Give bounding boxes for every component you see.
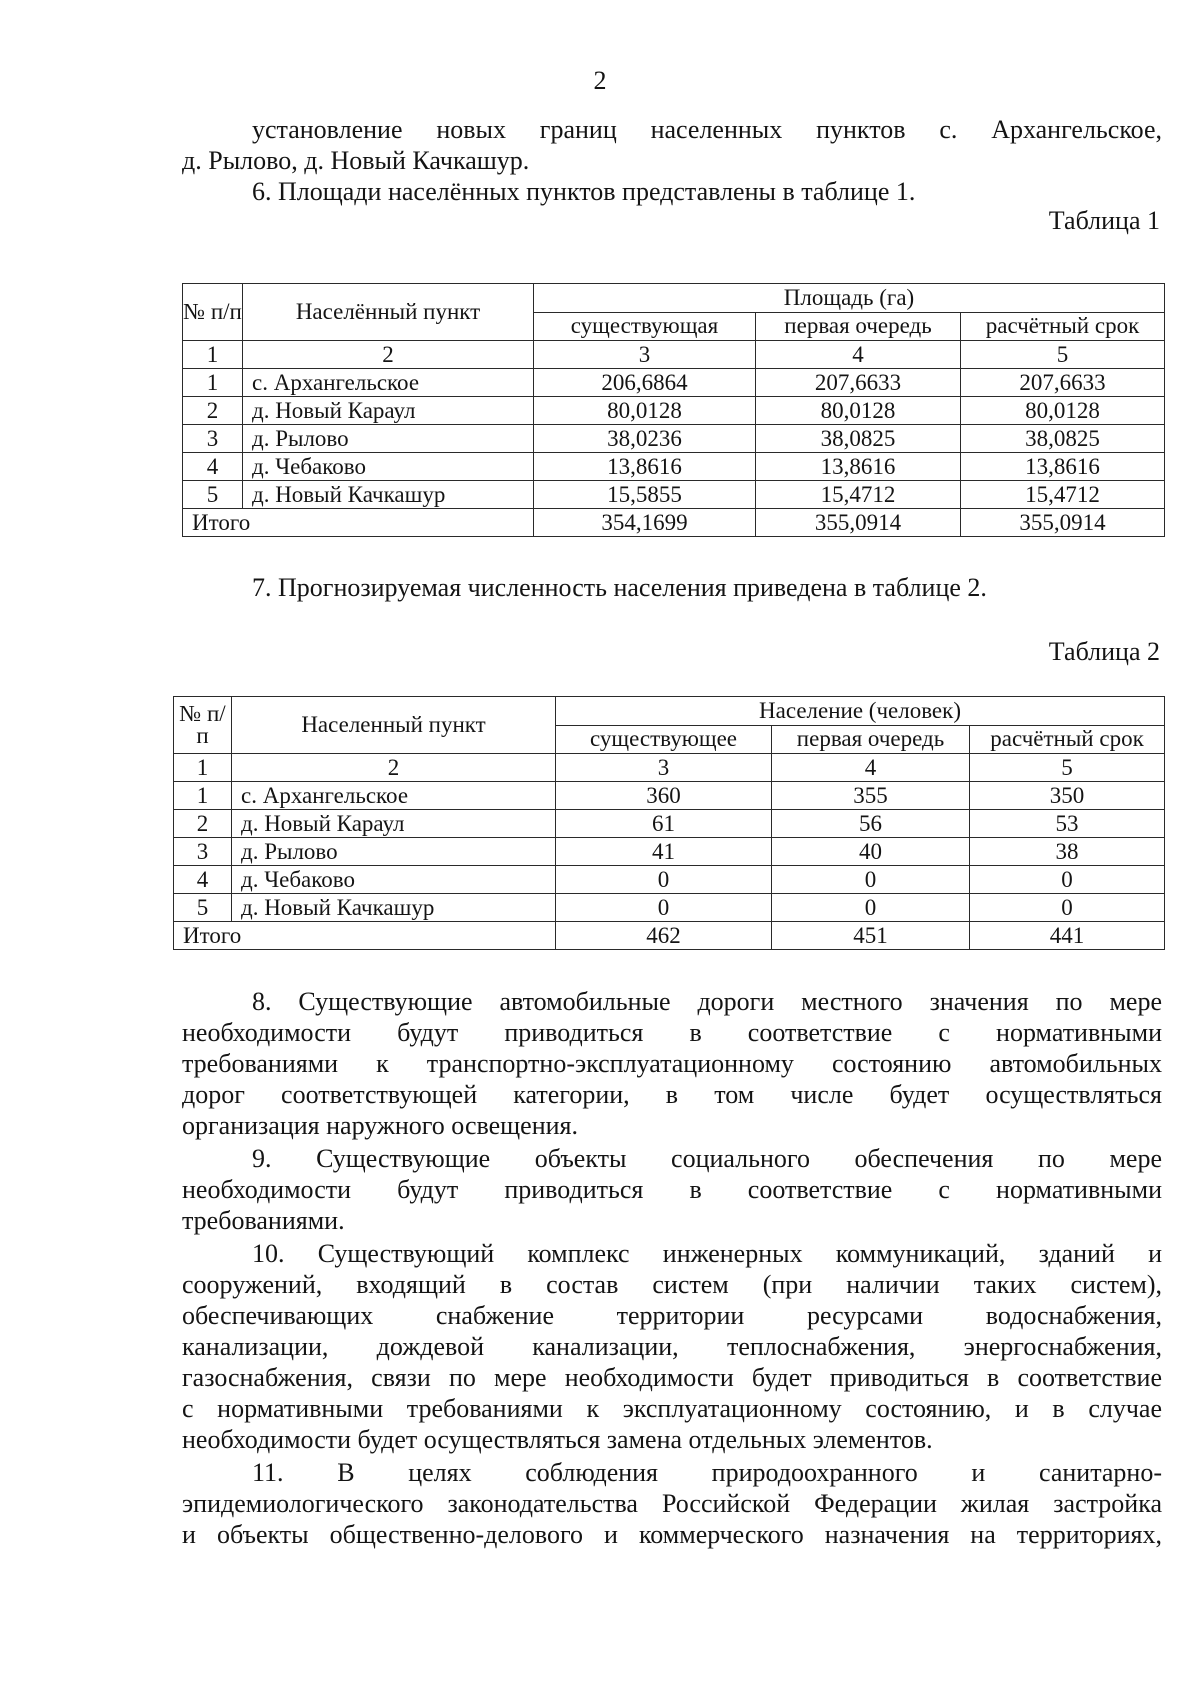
settlement-name: д. Чебаково	[232, 866, 556, 894]
t2-header-group: Население (человек)	[556, 697, 1165, 726]
table-row	[174, 894, 1165, 922]
row-number: 5	[174, 894, 232, 922]
row-number: 4	[183, 453, 243, 481]
settlement-name: д. Новый Караул	[243, 397, 534, 425]
settlement-name: д. Новый Качкашур	[243, 481, 534, 509]
t2-index-cell: 3	[556, 754, 772, 782]
para-10-line-5: газоснабжения, связи по мере необходимости будет приводиться в соответствие	[182, 1363, 1162, 1392]
row-number: 4	[174, 866, 232, 894]
settlement-name: д. Новый Караул	[232, 810, 556, 838]
t2-index-cell: 2	[232, 754, 556, 782]
t1-header-col-c: расчётный срок	[961, 312, 1165, 341]
value-existing: 41	[556, 838, 772, 866]
para-9-line-3: требованиями.	[182, 1206, 345, 1235]
value-final: 13,8616	[961, 453, 1165, 481]
value-existing: 0	[556, 866, 772, 894]
t1-header-col-a: существующая	[534, 312, 756, 341]
value-final: 38,0825	[961, 425, 1165, 453]
para-8-line-2: необходимости будут приводиться в соответствие с нормативными	[182, 1018, 1162, 1047]
t2-header-col-c: расчётный срок	[970, 725, 1165, 754]
table-row	[183, 425, 1165, 453]
value-first-stage: 0	[772, 894, 970, 922]
t2-index-row	[174, 754, 1165, 782]
t1-header-num: № п/п	[183, 284, 243, 341]
value-final: 53	[970, 810, 1165, 838]
para-10-line-7: необходимости будет осуществляться замена отдельных элементов.	[182, 1425, 933, 1454]
settlement-name: с. Архангельское	[232, 782, 556, 810]
t2-index-cell: 5	[970, 754, 1165, 782]
row-number: 3	[174, 838, 232, 866]
t2-index-cell: 4	[772, 754, 970, 782]
value-existing: 360	[556, 782, 772, 810]
total-label: Итого	[183, 509, 534, 537]
settlement-name: с. Архангельское	[243, 369, 534, 397]
t2-header-name: Населенный пункт	[232, 697, 556, 754]
total-label: Итого	[174, 922, 556, 950]
table-2-caption: Таблица 2	[1048, 637, 1160, 666]
intro-text-1: установление новых границ населенных пунктов с. Архангельское,	[252, 115, 1162, 144]
section-6-heading: 6. Площади населённых пунктов представлены в таблице 1.	[252, 177, 916, 206]
row-number: 2	[183, 397, 243, 425]
para-10-line-2: сооружений, входящий в состав систем (при наличии таких систем),	[182, 1270, 1162, 1299]
t1-index-cell: 5	[961, 341, 1165, 369]
value-final: 80,0128	[961, 397, 1165, 425]
table-row	[183, 369, 1165, 397]
value-existing: 206,6864	[534, 369, 756, 397]
value-first-stage: 207,6633	[756, 369, 961, 397]
t1-header-name: Населённый пункт	[243, 284, 534, 341]
t1-index-cell: 3	[534, 341, 756, 369]
value-first-stage: 40	[772, 838, 970, 866]
total-first-stage: 451	[772, 922, 970, 950]
table-total-row	[174, 922, 1165, 950]
t1-header-col-b: первая очередь	[756, 312, 961, 341]
para-8-line-3: требованиями к транспортно-эксплуатационному состоянию автомобильных	[182, 1049, 1162, 1078]
row-number: 2	[174, 810, 232, 838]
value-final: 350	[970, 782, 1165, 810]
para-11-line-1: 11. В целях соблюдения природоохранного и санитарно-	[252, 1458, 1162, 1487]
value-first-stage: 38,0825	[756, 425, 961, 453]
table-row	[183, 397, 1165, 425]
table-1-caption: Таблица 1	[1048, 206, 1160, 235]
settlement-name: д. Новый Качкашур	[232, 894, 556, 922]
t2-header-num: № п/п	[174, 697, 232, 754]
t1-index-cell: 1	[183, 341, 243, 369]
row-number: 3	[183, 425, 243, 453]
settlement-name: д. Рылово	[243, 425, 534, 453]
total-existing: 354,1699	[534, 509, 756, 537]
value-final: 38	[970, 838, 1165, 866]
value-first-stage: 80,0128	[756, 397, 961, 425]
para-10-line-4: канализации, дождевой канализации, теплоснабжения, энергоснабжения,	[182, 1332, 1162, 1361]
t2-index-cell: 1	[174, 754, 232, 782]
value-existing: 15,5855	[534, 481, 756, 509]
page-number: 2	[593, 66, 607, 95]
table-row	[174, 866, 1165, 894]
table-row	[183, 481, 1165, 509]
value-existing: 0	[556, 894, 772, 922]
table-1	[182, 283, 1165, 537]
value-final: 0	[970, 894, 1165, 922]
t1-index-row	[183, 341, 1165, 369]
value-first-stage: 56	[772, 810, 970, 838]
table-row	[174, 810, 1165, 838]
value-existing: 38,0236	[534, 425, 756, 453]
t1-index-cell: 2	[243, 341, 534, 369]
value-existing: 61	[556, 810, 772, 838]
t1-header-group: Площадь (га)	[534, 284, 1165, 313]
para-8-line-4: дорог соответствующей категории, в том числе будет осуществляться	[182, 1080, 1162, 1109]
section-7-heading: 7. Прогнозируемая численность населения приведена в таблице 2.	[252, 573, 987, 602]
settlement-name: д. Рылово	[232, 838, 556, 866]
t2-header-col-b: первая очередь	[772, 725, 970, 754]
table-row	[183, 453, 1165, 481]
para-11-line-2: эпидемиологического законодательства Российской Федерации жилая застройка	[182, 1489, 1162, 1518]
value-first-stage: 355	[772, 782, 970, 810]
table-total-row	[183, 509, 1165, 537]
settlement-name: д. Чебаково	[243, 453, 534, 481]
para-8-line-1: 8. Существующие автомобильные дороги местного значения по мере	[252, 987, 1162, 1016]
para-8-line-5: организация наружного освещения.	[182, 1111, 578, 1140]
para-9-line-1: 9. Существующие объекты социального обеспечения по мере	[252, 1144, 1162, 1173]
value-final: 207,6633	[961, 369, 1165, 397]
value-existing: 80,0128	[534, 397, 756, 425]
table-row	[174, 782, 1165, 810]
total-first-stage: 355,0914	[756, 509, 961, 537]
value-first-stage: 13,8616	[756, 453, 961, 481]
para-11-line-3: и объекты общественно-делового и коммерческого назначения на территориях,	[182, 1520, 1162, 1549]
value-existing: 13,8616	[534, 453, 756, 481]
intro-line-2: д. Рылово, д. Новый Качкашур.	[182, 146, 530, 175]
table-2	[173, 696, 1165, 950]
row-number: 1	[183, 369, 243, 397]
value-final: 15,4712	[961, 481, 1165, 509]
intro-line-1	[182, 114, 1162, 145]
total-existing: 462	[556, 922, 772, 950]
t1-index-cell: 4	[756, 341, 961, 369]
total-final: 441	[970, 922, 1165, 950]
value-first-stage: 15,4712	[756, 481, 961, 509]
t2-header-col-a: существующее	[556, 725, 772, 754]
row-number: 5	[183, 481, 243, 509]
total-final: 355,0914	[961, 509, 1165, 537]
table-row	[174, 838, 1165, 866]
value-first-stage: 0	[772, 866, 970, 894]
para-10-line-3: обеспечивающих снабжение территории ресурсами водоснабжения,	[182, 1301, 1162, 1330]
para-10-line-1: 10. Существующий комплекс инженерных коммуникаций, зданий и	[252, 1239, 1162, 1268]
para-9-line-2: необходимости будут приводиться в соответствие с нормативными	[182, 1175, 1162, 1204]
value-final: 0	[970, 866, 1165, 894]
para-10-line-6: с нормативными требованиями к эксплуатационному состоянию, и в случае	[182, 1394, 1162, 1423]
row-number: 1	[174, 782, 232, 810]
